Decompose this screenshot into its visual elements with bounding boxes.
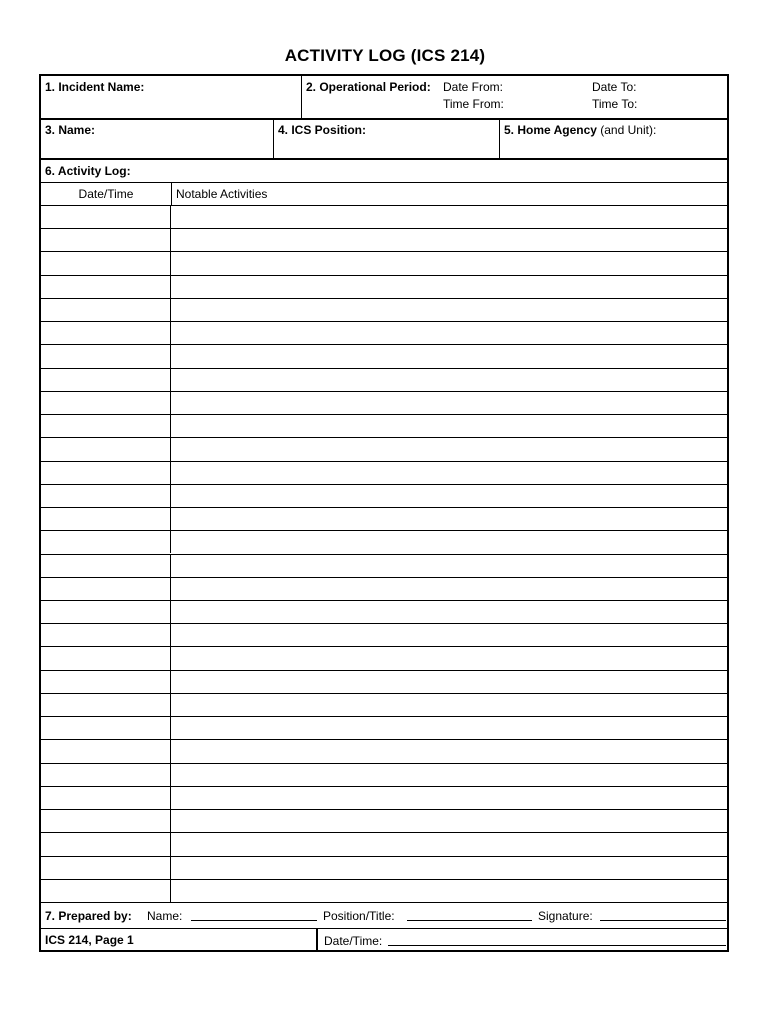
activity-cell[interactable] bbox=[172, 229, 727, 251]
activity-cell[interactable] bbox=[172, 578, 727, 600]
activity-cell[interactable] bbox=[172, 299, 727, 321]
table-row bbox=[41, 716, 727, 739]
activities-column-header: Notable Activities bbox=[176, 187, 268, 201]
divider bbox=[171, 183, 172, 205]
activity-cell[interactable] bbox=[172, 857, 727, 879]
operational-period-label: 2. Operational Period: bbox=[306, 80, 431, 94]
datetime-cell[interactable] bbox=[41, 438, 171, 460]
table-row bbox=[41, 832, 727, 855]
datetime-cell[interactable] bbox=[41, 276, 171, 298]
ics-position-label: 4. ICS Position: bbox=[278, 123, 367, 137]
table-row bbox=[41, 623, 727, 646]
ics-position-field[interactable] bbox=[274, 120, 499, 158]
activity-log-rows bbox=[41, 205, 727, 902]
table-row bbox=[41, 298, 727, 321]
datetime-cell[interactable] bbox=[41, 369, 171, 391]
form-id-box bbox=[41, 928, 318, 952]
activity-cell[interactable] bbox=[172, 671, 727, 693]
datetime-cell[interactable] bbox=[41, 647, 171, 669]
table-row bbox=[41, 368, 727, 391]
table-row bbox=[41, 670, 727, 693]
activity-log-column-headers bbox=[41, 183, 727, 205]
table-row bbox=[41, 414, 727, 437]
position-title-label: Position/Title: bbox=[323, 909, 395, 923]
date-time-row bbox=[320, 928, 729, 952]
table-row bbox=[41, 461, 727, 484]
datetime-cell[interactable] bbox=[41, 322, 171, 344]
activity-cell[interactable] bbox=[172, 322, 727, 344]
table-row bbox=[41, 554, 727, 577]
datetime-cell[interactable] bbox=[41, 578, 171, 600]
home-agency-field[interactable] bbox=[500, 120, 729, 158]
datetime-cell[interactable] bbox=[41, 252, 171, 274]
datetime-cell[interactable] bbox=[41, 555, 171, 577]
datetime-cell[interactable] bbox=[41, 462, 171, 484]
date-time-label: Date/Time: bbox=[324, 934, 383, 948]
datetime-cell[interactable] bbox=[41, 345, 171, 367]
home-agency-label bbox=[504, 123, 656, 137]
activity-cell[interactable] bbox=[172, 694, 727, 716]
table-row bbox=[41, 344, 727, 367]
table-row bbox=[41, 321, 727, 344]
prepared-name-line[interactable] bbox=[191, 909, 317, 921]
table-row bbox=[41, 739, 727, 762]
activity-cell[interactable] bbox=[172, 624, 727, 646]
datetime-column-header: Date/Time bbox=[78, 187, 134, 201]
table-row bbox=[41, 646, 727, 669]
activity-cell[interactable] bbox=[172, 740, 727, 762]
activity-cell[interactable] bbox=[172, 485, 727, 507]
activity-cell[interactable] bbox=[172, 555, 727, 577]
datetime-cell[interactable] bbox=[41, 857, 171, 879]
home-agency-label-bold: 5. Home Agency bbox=[504, 123, 597, 137]
form-id-label: ICS 214, Page 1 bbox=[45, 933, 134, 947]
datetime-cell[interactable] bbox=[41, 485, 171, 507]
table-row bbox=[41, 228, 727, 251]
home-agency-label-rest: (and Unit): bbox=[600, 123, 657, 137]
incident-name-field[interactable] bbox=[41, 76, 301, 118]
operational-period-field[interactable] bbox=[302, 76, 729, 118]
signature-line[interactable] bbox=[600, 909, 726, 921]
activity-cell[interactable] bbox=[172, 276, 727, 298]
name-field[interactable] bbox=[41, 120, 273, 158]
table-row bbox=[41, 693, 727, 716]
table-row bbox=[41, 275, 727, 298]
datetime-cell[interactable] bbox=[41, 229, 171, 251]
datetime-cell[interactable] bbox=[41, 880, 171, 902]
datetime-cell[interactable] bbox=[41, 671, 171, 693]
table-row bbox=[41, 600, 727, 623]
table-row bbox=[41, 484, 727, 507]
activity-cell[interactable] bbox=[172, 601, 727, 623]
datetime-cell[interactable] bbox=[41, 764, 171, 786]
datetime-cell[interactable] bbox=[41, 601, 171, 623]
activity-cell[interactable] bbox=[172, 508, 727, 530]
table-row bbox=[41, 763, 727, 786]
prepared-by-row bbox=[41, 903, 727, 928]
table-row bbox=[41, 251, 727, 274]
table-row bbox=[41, 809, 727, 832]
date-time-line[interactable] bbox=[388, 934, 726, 946]
activity-log-header bbox=[41, 160, 727, 182]
datetime-cell[interactable] bbox=[41, 694, 171, 716]
datetime-cell[interactable] bbox=[41, 717, 171, 739]
position-title-line[interactable] bbox=[407, 909, 532, 921]
prepared-by-label: 7. Prepared by: bbox=[45, 909, 132, 923]
datetime-cell[interactable] bbox=[41, 508, 171, 530]
table-row bbox=[41, 879, 727, 902]
activity-cell[interactable] bbox=[172, 764, 727, 786]
name-label: 3. Name: bbox=[45, 123, 96, 137]
table-row bbox=[41, 577, 727, 600]
activity-cell[interactable] bbox=[172, 206, 727, 228]
activity-cell[interactable] bbox=[172, 833, 727, 855]
datetime-cell[interactable] bbox=[41, 833, 171, 855]
signature-label: Signature: bbox=[538, 909, 593, 923]
activity-cell[interactable] bbox=[172, 880, 727, 902]
table-row bbox=[41, 507, 727, 530]
activity-cell[interactable] bbox=[172, 462, 727, 484]
activity-cell[interactable] bbox=[172, 392, 727, 414]
datetime-cell[interactable] bbox=[41, 299, 171, 321]
table-row bbox=[41, 437, 727, 460]
activity-cell[interactable] bbox=[172, 810, 727, 832]
activity-log-label: 6. Activity Log: bbox=[45, 164, 131, 178]
activity-cell[interactable] bbox=[172, 369, 727, 391]
activity-cell[interactable] bbox=[172, 717, 727, 739]
datetime-cell[interactable] bbox=[41, 810, 171, 832]
form-title: ACTIVITY LOG (ICS 214) bbox=[284, 46, 486, 65]
activity-log-form bbox=[39, 74, 729, 952]
table-row bbox=[41, 786, 727, 809]
activity-cell[interactable] bbox=[172, 345, 727, 367]
activity-cell[interactable] bbox=[172, 415, 727, 437]
table-row bbox=[41, 856, 727, 879]
date-from-label: Date From: bbox=[443, 80, 504, 94]
activity-cell[interactable] bbox=[172, 438, 727, 460]
date-to-label: Date To: bbox=[592, 80, 637, 94]
activity-cell[interactable] bbox=[172, 531, 727, 553]
table-row bbox=[41, 391, 727, 414]
incident-name-label: 1. Incident Name: bbox=[45, 80, 145, 94]
datetime-cell[interactable] bbox=[41, 624, 171, 646]
datetime-cell[interactable] bbox=[41, 206, 171, 228]
activity-cell[interactable] bbox=[172, 252, 727, 274]
time-to-label: Time To: bbox=[592, 97, 638, 111]
table-row bbox=[41, 530, 727, 553]
prepared-name-label: Name: bbox=[147, 909, 183, 923]
table-row bbox=[41, 205, 727, 228]
datetime-cell[interactable] bbox=[41, 415, 171, 437]
activity-cell[interactable] bbox=[172, 647, 727, 669]
datetime-cell[interactable] bbox=[41, 392, 171, 414]
datetime-cell[interactable] bbox=[41, 531, 171, 553]
datetime-cell[interactable] bbox=[41, 740, 171, 762]
time-from-label: Time From: bbox=[443, 97, 504, 111]
activity-cell[interactable] bbox=[172, 787, 727, 809]
datetime-cell[interactable] bbox=[41, 787, 171, 809]
